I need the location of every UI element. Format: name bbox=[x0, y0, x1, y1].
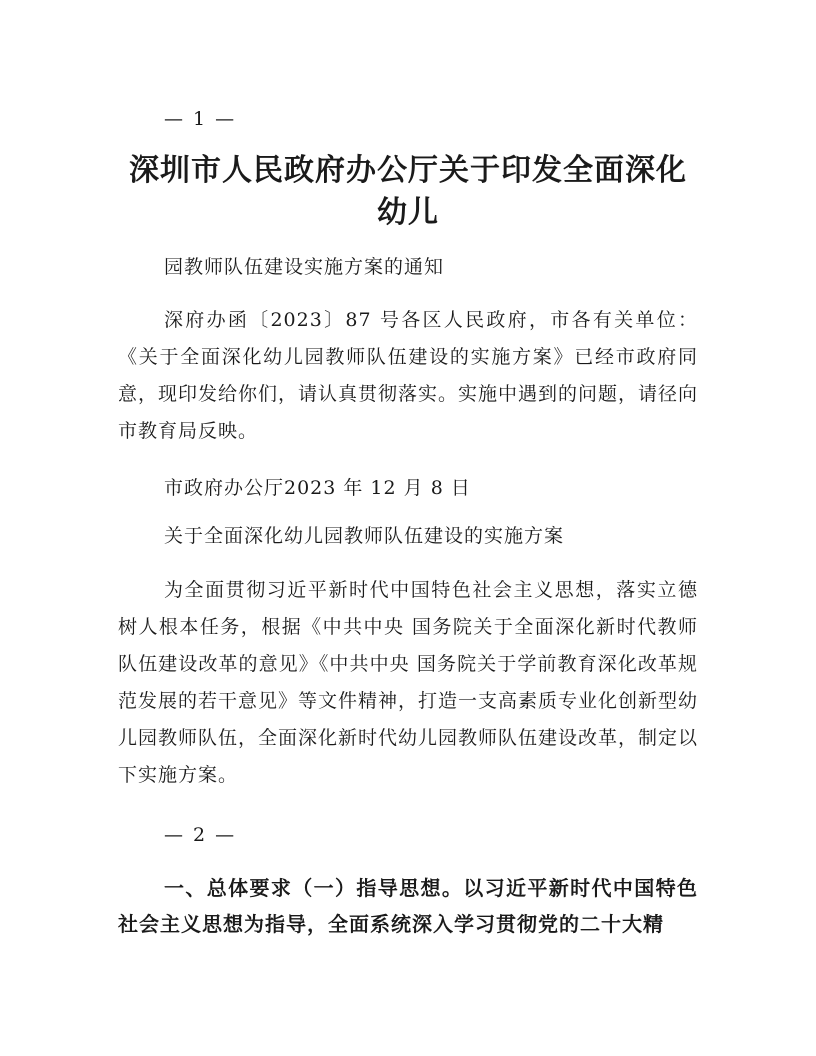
document-title: 深圳市人民政府办公厅关于印发全面深化幼儿 bbox=[129, 153, 687, 230]
section-one-paragraph: 一、总体要求（一）指导思想。以习近平新时代中国特色社会主义思想为指导，全面系统深入学习贯彻党的二十大精 bbox=[118, 876, 698, 936]
page-number-2: — 2 — bbox=[164, 824, 237, 846]
issuer-date: 市政府办公厅2023 年 12 月 8 日 bbox=[164, 477, 471, 499]
page-number-1: — 1 — bbox=[164, 108, 237, 130]
plan-title: 关于全面深化幼儿园教师队伍建设的实施方案 bbox=[164, 525, 565, 547]
notice-paragraph: 深府办函〔2023〕87 号各区人民政府，市各有关单位：《关于全面深化幼儿园教师队伍建设的实施方案》已经市政府同意，现印发给你们，请认真贯彻落实。实施中遇到的问题，请径向市教育局反映。 bbox=[118, 309, 699, 442]
intro-paragraph: 为全面贯彻习近平新时代中国特色社会主义思想，落实立德树人根本任务，根据《中共中央 国务院关于全面深化新时代教师队伍建设改革的意见》《中共中央 国务院关于学前教育深化改革规范发展的若干意见》等文件精神，打造一支高素质专业化创新型幼儿园教师队伍，全面深化新时代幼儿园教师队伍建设改革，制定以下实施方案。 bbox=[118, 579, 699, 786]
subtitle: 园教师队伍建设实施方案的通知 bbox=[164, 256, 445, 278]
